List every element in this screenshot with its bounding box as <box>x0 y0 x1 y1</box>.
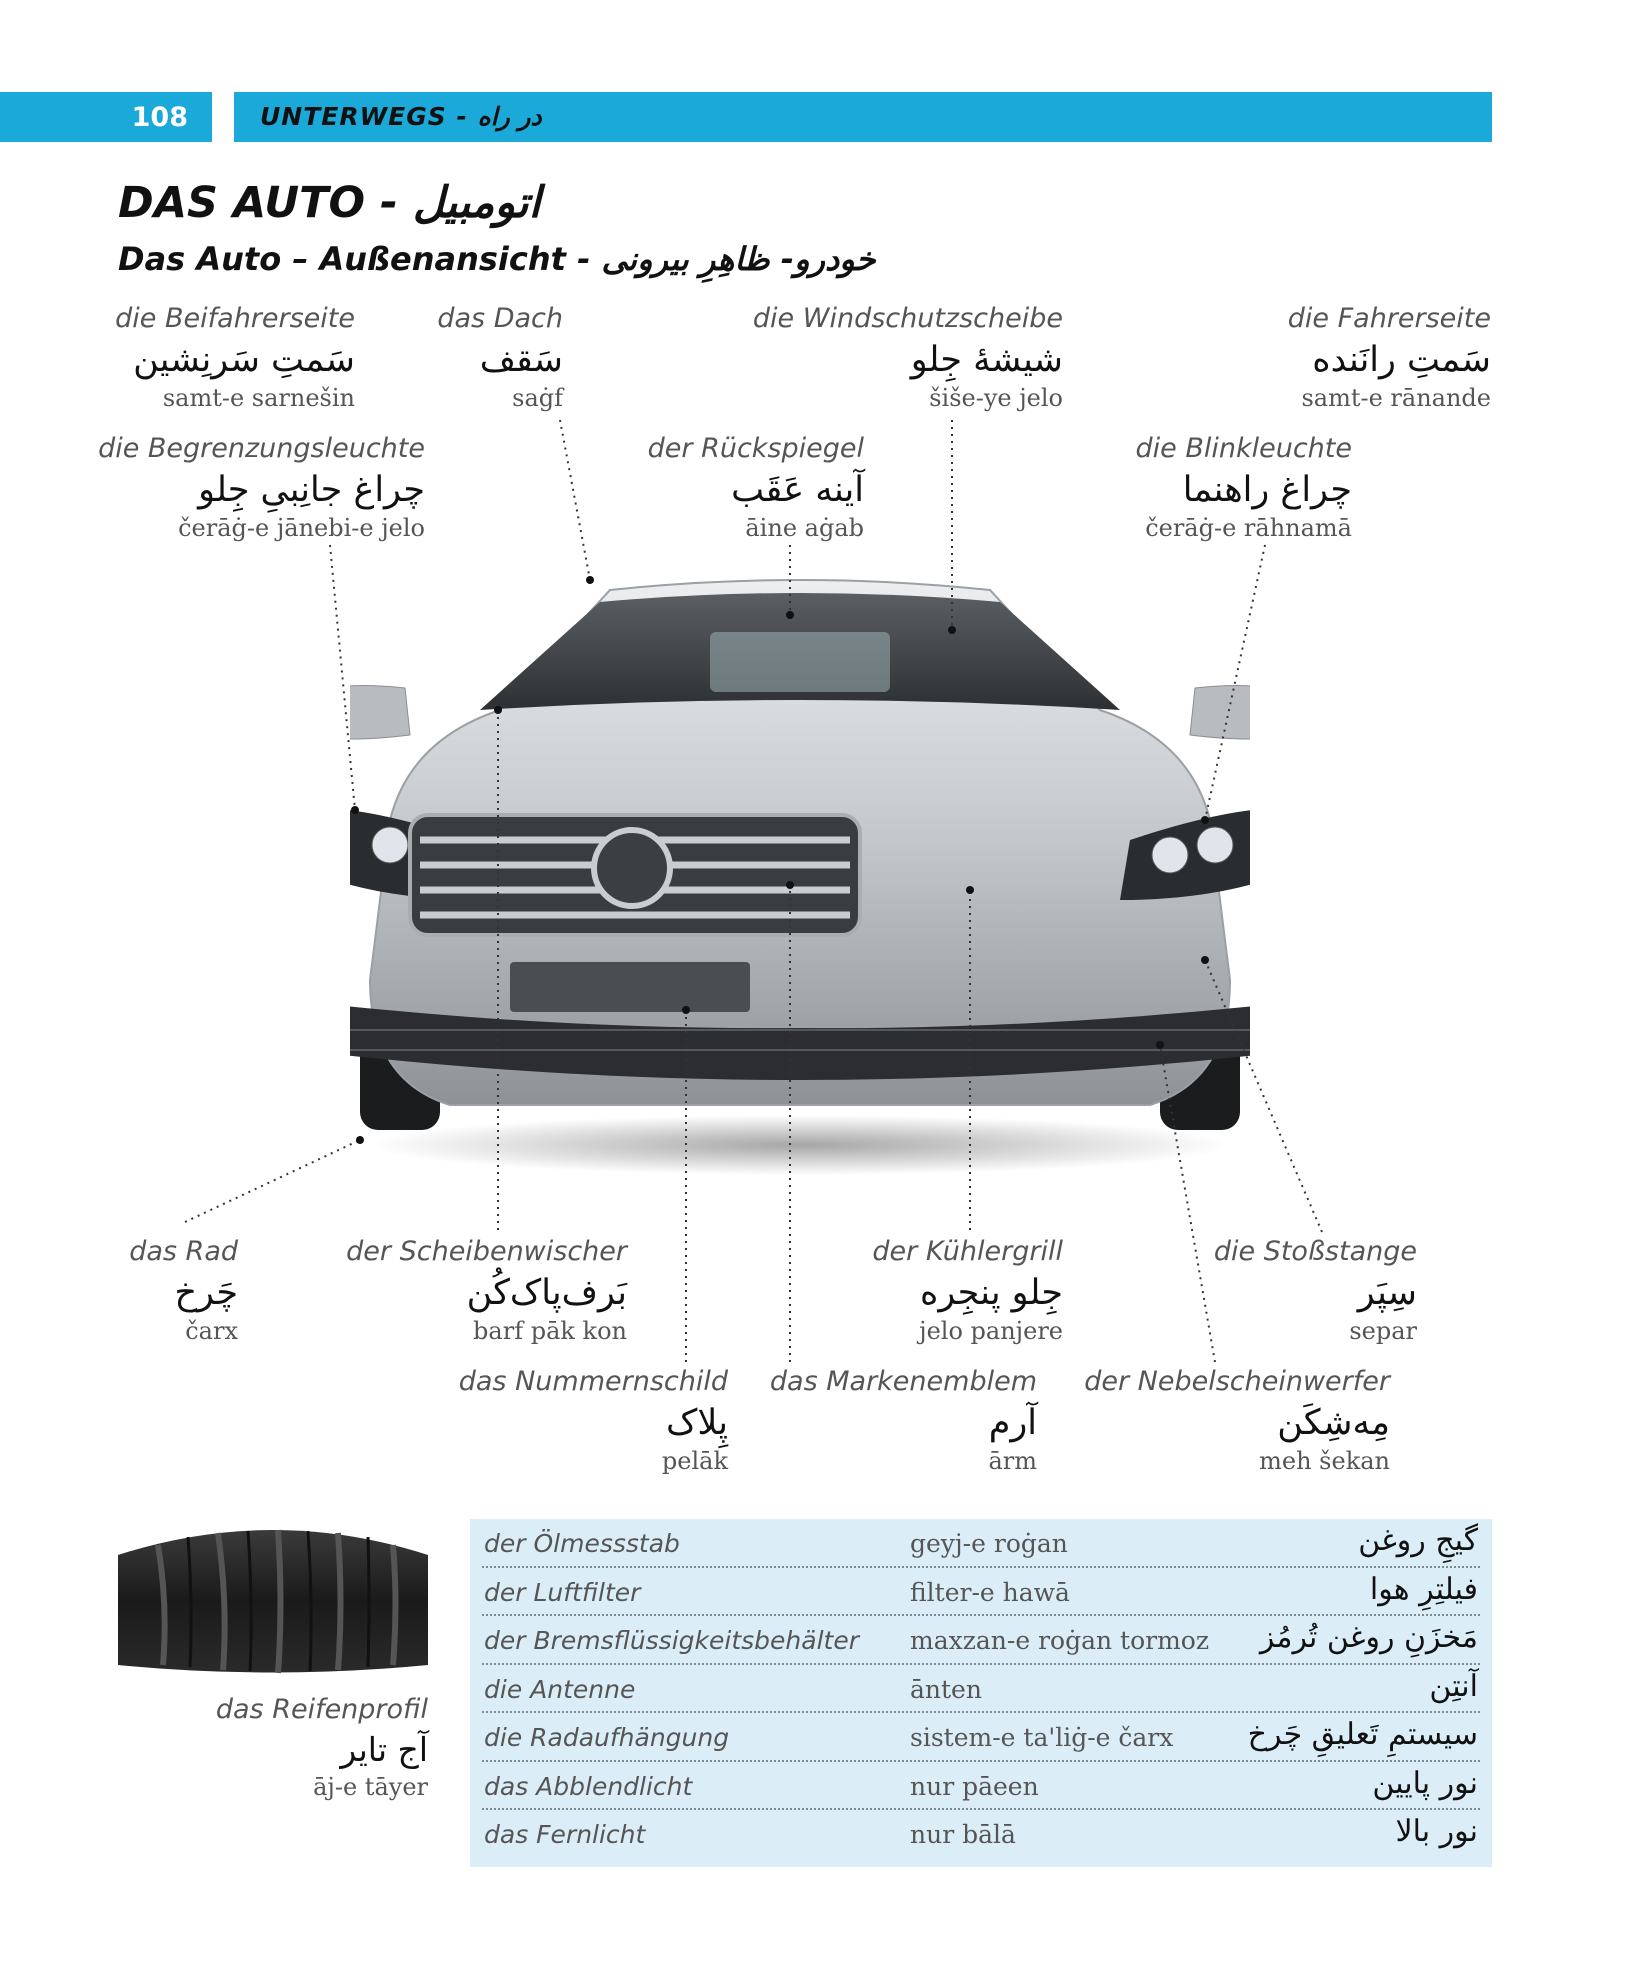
car-front-image <box>350 560 1250 1180</box>
label-de: das Rad <box>129 1236 238 1267</box>
label-de: das Markenemblem <box>769 1366 1037 1397</box>
label-fa: سَقف <box>479 340 563 380</box>
label-tr: šiše-ye jelo <box>929 384 1063 412</box>
label-tr: barf pāk kon <box>473 1317 627 1345</box>
label-fa: سِپَر <box>1357 1273 1417 1313</box>
page-number: 108 <box>131 102 188 133</box>
label-reifenprofil <box>216 1693 428 1801</box>
vocab-de: das Fernlicht <box>484 1820 646 1849</box>
vocab-fa: نور بالا <box>1395 1814 1478 1849</box>
label-tr: meh šekan <box>1259 1447 1390 1475</box>
label-tr: āj-e tāyer <box>313 1773 428 1801</box>
label-de: die Fahrerseite <box>1287 303 1491 334</box>
vocab-de: die Radaufhängung <box>484 1723 730 1752</box>
label-fa: پِلاک <box>666 1403 728 1443</box>
vocab-fa: آنتِن <box>1429 1668 1478 1704</box>
vocab-de: der Luftfilter <box>484 1577 641 1607</box>
label-de: der Nebelscheinwerfer <box>1084 1366 1390 1397</box>
label-de: der Kühlergrill <box>872 1236 1063 1267</box>
page-subtitle: Das Auto – Außenansicht - خودرو- ظاهِرِ بیرونی <box>118 240 876 278</box>
table-row <box>482 1810 1480 1857</box>
label-blinkleuchte <box>1136 432 1353 542</box>
label-de: das Nummernschild <box>458 1366 728 1397</box>
table-row <box>482 1519 1480 1568</box>
label-fa: جِلو پنجِره <box>920 1273 1063 1313</box>
label-de: der Scheibenwischer <box>346 1236 627 1267</box>
label-de: die Windschutzscheibe <box>752 303 1063 334</box>
label-tr: samt-e sarnešin <box>162 384 355 412</box>
vocab-de: der Bremsflüssigkeitsbehälter <box>484 1626 859 1655</box>
label-tr: separ <box>1349 1317 1417 1345</box>
label-tr: pelāk <box>661 1447 728 1475</box>
table-row <box>482 1665 1480 1714</box>
table-row <box>482 1713 1480 1762</box>
label-tr: āine aġab <box>745 514 864 542</box>
label-tr: jelo panjere <box>919 1317 1063 1345</box>
label-fa: چراغ راهنما <box>1182 470 1352 510</box>
label-tr: ārm <box>988 1447 1037 1475</box>
label-rad <box>129 1235 238 1345</box>
label-de: die Begrenzungsleuchte <box>98 433 425 464</box>
label-fa: چَرخ <box>174 1273 238 1313</box>
label-windschutzscheibe <box>753 302 1063 412</box>
label-fa: سَمتِ سَرنِشین <box>133 340 355 380</box>
vocab-tr: ānten <box>910 1674 982 1704</box>
page-number-box <box>0 92 212 142</box>
label-fa: سَمتِ رانَنده <box>1312 340 1491 380</box>
label-de: die Beifahrerseite <box>115 303 355 334</box>
vocab-fa: نور پایین <box>1372 1765 1478 1801</box>
table-row <box>482 1568 1480 1617</box>
label-de: das Dach <box>437 303 563 334</box>
vocab-de: die Antenne <box>484 1674 636 1704</box>
vocab-tr: maxzan-e roġan tormoz <box>910 1626 1210 1655</box>
section-title: UNTERWEGS - در راه <box>260 102 542 131</box>
label-tr: čerāġ-e rāhnamā <box>1145 514 1352 542</box>
label-nebelscheinwerfer <box>1084 1365 1390 1475</box>
label-tr: čarx <box>185 1317 238 1345</box>
label-beifahrerseite <box>115 302 355 412</box>
label-fa: آج تایر <box>340 1730 428 1769</box>
label-fa: چراغ جانِبیِ جِلو <box>198 470 425 510</box>
label-rueckspiegel <box>648 432 864 542</box>
vocab-fa: گیجِ روغن <box>1358 1523 1478 1558</box>
vocab-tr: sistem-e ta'liġ-e čarx <box>910 1723 1174 1752</box>
label-fahrerseite <box>1288 302 1491 412</box>
label-tr: samt-e rānande <box>1301 384 1491 412</box>
vocab-tr: geyj-e roġan <box>910 1529 1068 1558</box>
vocab-fa: فیلتِرِ هوا <box>1369 1571 1478 1607</box>
label-tr: čerāġ-e jānebi-e jelo <box>178 514 425 542</box>
vocab-de: der Ölmessstab <box>484 1529 680 1558</box>
label-fa: شیشهٔ جِلو <box>910 340 1063 380</box>
vocab-tr: nur pāeen <box>910 1771 1039 1801</box>
vocab-table <box>470 1519 1492 1867</box>
label-markenemblem <box>770 1365 1037 1475</box>
label-de: die Blinkleuchte <box>1135 433 1352 464</box>
label-stossstange <box>1214 1235 1417 1345</box>
label-nummernschild <box>459 1365 728 1475</box>
vocab-de: das Abblendlicht <box>484 1771 693 1801</box>
label-fa: آرم <box>988 1403 1037 1443</box>
section-header <box>234 92 1492 142</box>
table-row <box>482 1762 1480 1811</box>
vocab-tr: filter-e hawā <box>910 1577 1070 1607</box>
vocab-tr: nur bālā <box>910 1820 1016 1849</box>
table-row <box>482 1616 1480 1665</box>
page-title: DAS AUTO - اتومبیل <box>118 178 541 228</box>
label-tr: saġf <box>512 384 563 412</box>
vocab-fa: مَخزَنِ روغن تُرمُز <box>1259 1620 1478 1655</box>
label-fa: مِه‌شِکَن <box>1277 1403 1390 1443</box>
vocab-fa: سیستمِ تَعلیقِ چَرخ <box>1247 1717 1478 1752</box>
label-de: der Rückspiegel <box>647 433 864 464</box>
tire-tread-image <box>118 1515 428 1675</box>
label-dach <box>437 302 563 412</box>
label-de: die Stoßstange <box>1213 1236 1417 1267</box>
label-fa: بَرف‌پاک‌کُن <box>466 1273 627 1313</box>
label-begrenzungsleuchte <box>98 432 425 542</box>
label-fa: آینه عَقَب <box>731 470 864 510</box>
label-de: das Reifenprofil <box>215 1694 428 1725</box>
label-kuehlergrill <box>872 1235 1063 1345</box>
label-scheibenwischer <box>346 1235 627 1345</box>
